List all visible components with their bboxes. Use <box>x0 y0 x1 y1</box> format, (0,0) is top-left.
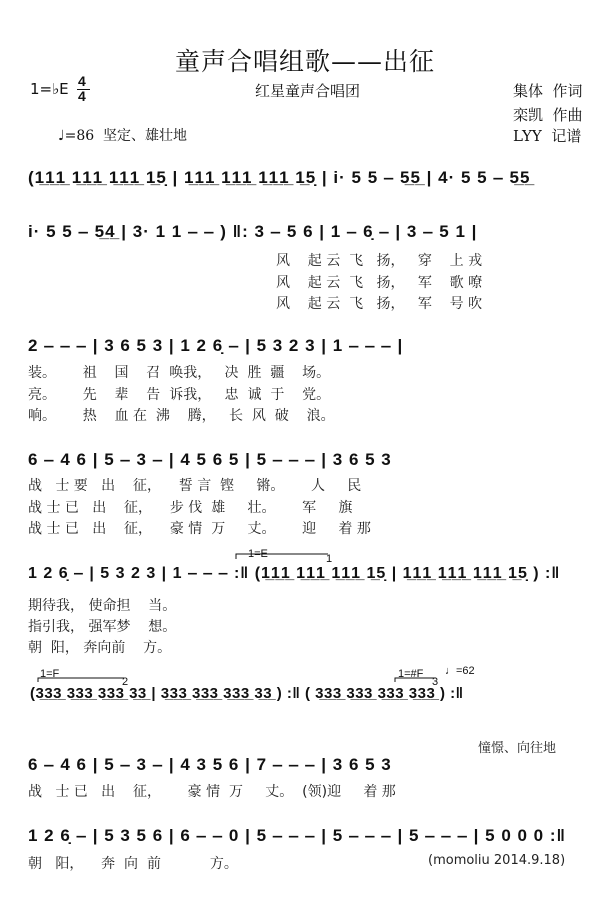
key-change: 1=E <box>248 548 268 560</box>
notation-system-3: 2 ‒ ‒ ‒ | 3 6 5 3 | 1 2 6̣ ‒ | 5 3 2 3 | 1 ‒ ‒ ‒ | <box>28 336 404 355</box>
time-signature-bottom: 4 <box>78 88 87 104</box>
volta-number: 1 <box>326 553 333 565</box>
notation-system-8: 1 2 6̣ ‒ | 5 3 5 6 | 6 ‒ ‒ 0 | 5 ‒ ‒ ‒ | 5 ‒ ‒ ‒ | 5 ‒ ‒ ‒ | 5 0 0 0 :‖ <box>28 826 566 845</box>
volta-bracket <box>38 678 124 682</box>
volta-bracket <box>236 554 328 559</box>
expression-marking: 憧憬、向往地 <box>478 741 557 756</box>
tempo-change: ♩=62 <box>445 665 475 677</box>
lyric-line: 朝 阳， 奔向前 方。 <box>28 640 172 656</box>
volta-bracket <box>395 678 436 682</box>
credit-score: LYY 记谱 <box>513 127 582 145</box>
lyric-line: 风 起 云 飞 扬， 穿 上 戎 <box>276 253 483 269</box>
lyric-line: 朝 阳， 奔 向 前 方。 <box>28 856 238 872</box>
lyric-line: 装。 祖 国 召 唤我， 决 胜 疆 场。 <box>28 365 331 381</box>
lyric-line: 指引我， 强军梦 想。 <box>28 619 177 635</box>
lyric-line: 响。 热 血 在 沸 腾， 长 风 破 浪。 <box>28 408 335 424</box>
notation-system-5: 1 2 6̣ ‒ | 5 3 2 3 | 1 ‒ ‒ ‒ :‖ (1̲1̲1̲ 1̲1̲1̲ 1̲1̲1̲ 1̲5̣ | 1̲1̲1̲ 1̲1̲1̲ 1̲1̲1̲ 1̲5̣ ) :‖ <box>28 565 561 582</box>
credit-lyrics: 集体 作词 <box>513 82 583 100</box>
lyric-line: 亮。 先 辈 告 诉我， 忠 诚 于 党。 <box>28 387 331 403</box>
notation-system-1: (1̲1̲1̲ 1̲1̲1̲ 1̲1̲1̲ 1̲5̣ | 1̲1̲1̲ 1̲1̲1̲ 1̲1̲1̲ 1̲5̣ | i· 5 5 ‒ 5̲5̲ | 4· 5 5 ‒ 5̲5̲ <box>28 168 531 187</box>
lyric-line: 风 起 云 飞 扬， 军 歌 嘹 <box>276 275 483 291</box>
notation-system-6: (3̲3̲3̲ 3̲3̲3̲ 3̲3̲3̲ 3̲3̲ | 3̲3̲3̲ 3̲3̲3̲ 3̲3̲3̲ 3̲3̲ ) :‖ ( 3̲3̲3̲ 3̲3̲3̲ 3̲3̲3̲ 3̲3̲3̲ ) :‖ <box>30 685 464 702</box>
time-signature-top: 4 <box>78 73 87 89</box>
lyric-line: 风 起 云 飞 扬， 军 号 吹 <box>276 296 483 312</box>
volta-number: 2 <box>122 676 129 688</box>
credit-music: 栾凯 作曲 <box>513 106 583 124</box>
notation-system-2: i· 5 5 ‒ 5̲4̲ | 3· 1 1 ‒ ‒ ) ‖: 3 ‒ 5 6 | 1 ‒ 6̣ ‒ | 3 ‒ 5 1 | <box>28 222 478 241</box>
key-signature: 1=♭E <box>30 80 69 98</box>
key-change: 1=#F <box>398 668 424 680</box>
lyric-line: 战 士 已 出 征， 豪 情 万 丈。 迎 着 那 <box>28 521 371 537</box>
tempo-marking: ♩=86 坚定、雄壮地 <box>58 128 188 144</box>
transcriber-signature: (momoliu 2014.9.18) <box>428 853 566 868</box>
volta-number: 3 <box>432 676 439 688</box>
performer: 红星童声合唱团 <box>255 82 361 100</box>
lyric-line: 战 士 已 出 征， 豪 情 万 丈。 (领)迎 着 那 <box>28 784 396 800</box>
lyric-line: 战 士 要 出 征， 誓 言 铿 锵。 人 民 <box>28 478 362 494</box>
lyric-line: 期待我， 使命担 当。 <box>28 598 177 614</box>
key-change: 1=F <box>40 668 60 680</box>
page-title: 童声合唱组歌——出征 <box>174 47 435 76</box>
notation-system-7: 6 ‒ 4 6 | 5 ‒ 3 ‒ | 4 3 5 6 | 7 ‒ ‒ ‒ | 3 6 5 3 <box>28 755 392 774</box>
lyric-line: 战 士 已 出 征， 步 伐 雄 壮。 军 旗 <box>28 500 353 516</box>
notation-system-4: 6 ‒ 4 6 | 5 ‒ 3 ‒ | 4 5 6 5 | 5 ‒ ‒ ‒ | 3 6 5 3 <box>28 450 392 469</box>
